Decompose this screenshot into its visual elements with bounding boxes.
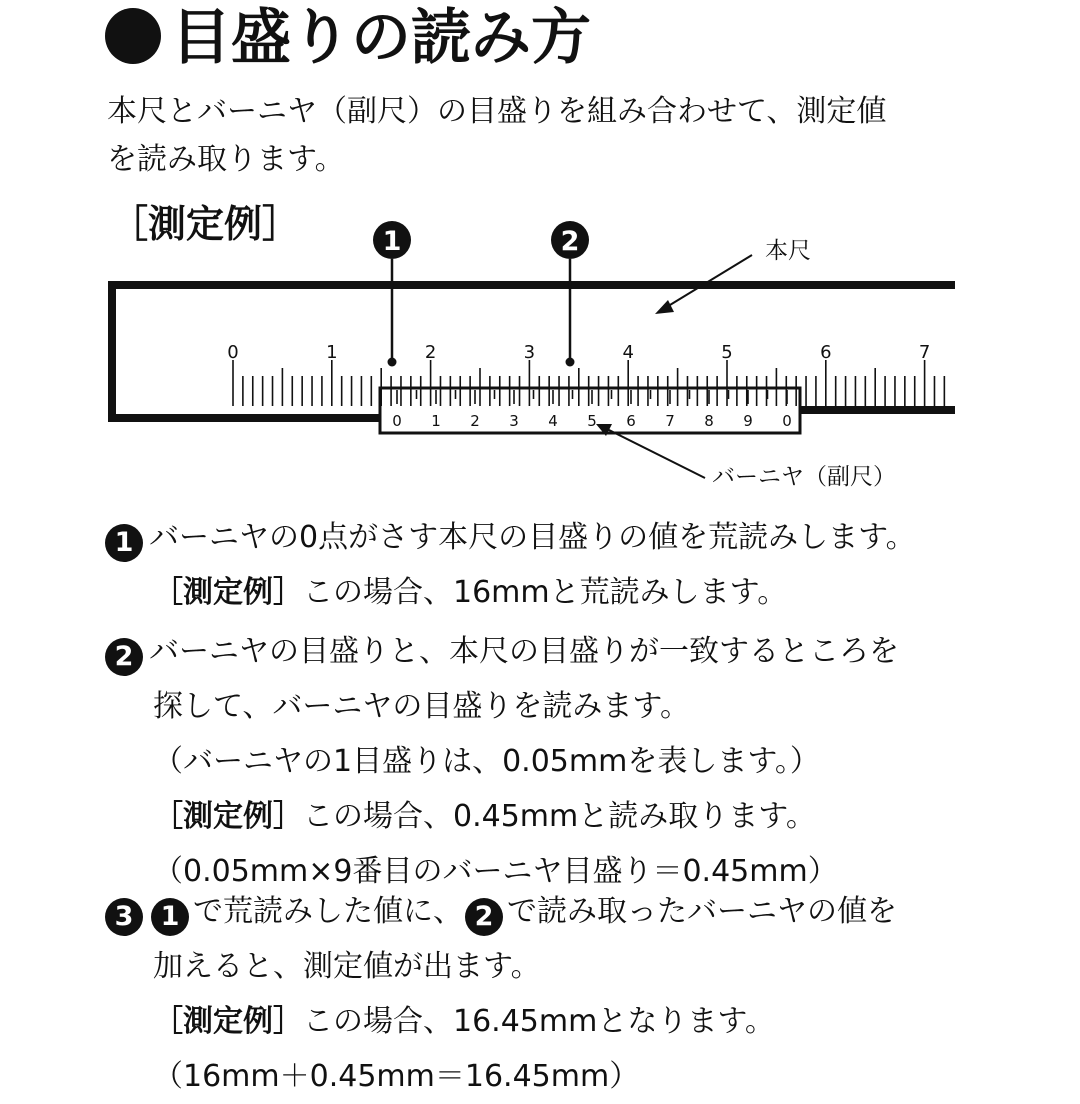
step-1-example: [105, 565, 1065, 620]
vernier-number: 0: [392, 412, 402, 430]
vernier-number: 8: [704, 412, 714, 430]
main-scale-number: 2: [424, 342, 437, 363]
vernier-number: 2: [470, 412, 480, 430]
step-2-example-text: この場合、0.45mmと読み取ります。: [303, 799, 816, 834]
main-scale-number: 4: [622, 342, 634, 363]
step-1-line-1: [105, 510, 1065, 565]
callout-2-dot: [566, 358, 575, 367]
vernier-number: 9: [743, 412, 753, 430]
step-3-ref-2-badge: 2: [465, 898, 503, 936]
main-scale-label: 本尺: [765, 238, 811, 264]
vernier-number: 3: [509, 412, 519, 430]
vernier-number: 6: [626, 412, 636, 430]
intro-line-1: 本尺とバーニヤ（副尺）の目盛りを組み合わせて、測定値: [107, 94, 887, 129]
vernier-number: 0: [782, 412, 792, 430]
step-3-number-badge: 3: [105, 898, 143, 936]
step-1-text: バーニヤの0点がさす本尺の目盛りの値を荒読みします。: [149, 520, 916, 555]
main-scale-number: 7: [918, 342, 931, 363]
step-3-ref-1-badge: 1: [151, 898, 189, 936]
step-3-text-a: で荒読みした値に、: [193, 894, 463, 929]
main-scale-number: 1: [326, 342, 338, 363]
vernier-number: 1: [431, 412, 441, 430]
step-2-example: [105, 789, 1065, 844]
vernier-diagram: [0, 0, 1080, 520]
step-2-example-label: ［測定例］: [153, 799, 303, 834]
step-3-line-1: [105, 884, 1065, 939]
callout-1-label: 1: [382, 226, 402, 257]
vernier-label: バーニヤ（副尺）: [712, 464, 896, 490]
step-2-number-badge: 2: [105, 638, 143, 676]
page-title-text: 目盛りの読み方: [171, 3, 591, 73]
step-2-line-3: （バーニヤの1目盛りは、0.05mmを表します。）: [153, 744, 820, 779]
step-1-example-text: この場合、16mmと荒読みします。: [303, 575, 788, 610]
main-scale-numbers: [227, 342, 930, 363]
step-1-number-badge: 1: [105, 524, 143, 562]
step-1: [105, 510, 1065, 620]
step-3-line-4: （16mm＋0.45mm＝16.45mm）: [153, 1059, 640, 1094]
callout-2-label: 2: [560, 226, 580, 257]
vernier-number: 7: [665, 412, 675, 430]
step-3-example-text: この場合、16.45mmとなります。: [303, 1004, 775, 1039]
main-scale-pointer-arrow-icon: [655, 300, 674, 314]
callout-1-dot: [388, 358, 397, 367]
step-2: [105, 624, 1065, 899]
vernier-pointer-line: [605, 428, 705, 478]
main-scale-number: 6: [820, 342, 832, 363]
step-3-line-2: 加えると、測定値が出ます。: [153, 949, 541, 984]
step-1-example-label: ［測定例］: [153, 575, 303, 610]
step-2-line-5: （0.05mm×9番目のバーニヤ目盛り＝0.45mm）: [153, 854, 838, 889]
intro-line-2: を読み取ります。: [107, 142, 345, 177]
step-2-line-2: 探して、バーニヤの目盛りを読みます。: [153, 689, 690, 724]
step-2-line-1: [105, 624, 1065, 679]
step-3-text-b: で読み取ったバーニヤの値を: [507, 894, 897, 929]
step-3-example: [105, 994, 1065, 1049]
vernier-number: 5: [587, 412, 597, 430]
main-scale-number: 3: [523, 342, 536, 363]
step-2-text-1: バーニヤの目盛りと、本尺の目盛りが一致するところを: [149, 634, 899, 669]
step-3: [105, 884, 1065, 1104]
step-3-example-label: ［測定例］: [153, 1004, 303, 1039]
vernier-number: 4: [548, 412, 558, 430]
main-scale-ticks: [233, 360, 944, 406]
main-scale-number: 0: [227, 342, 239, 363]
main-scale-number: 5: [721, 342, 733, 363]
example-heading: ［測定例］: [110, 202, 301, 246]
